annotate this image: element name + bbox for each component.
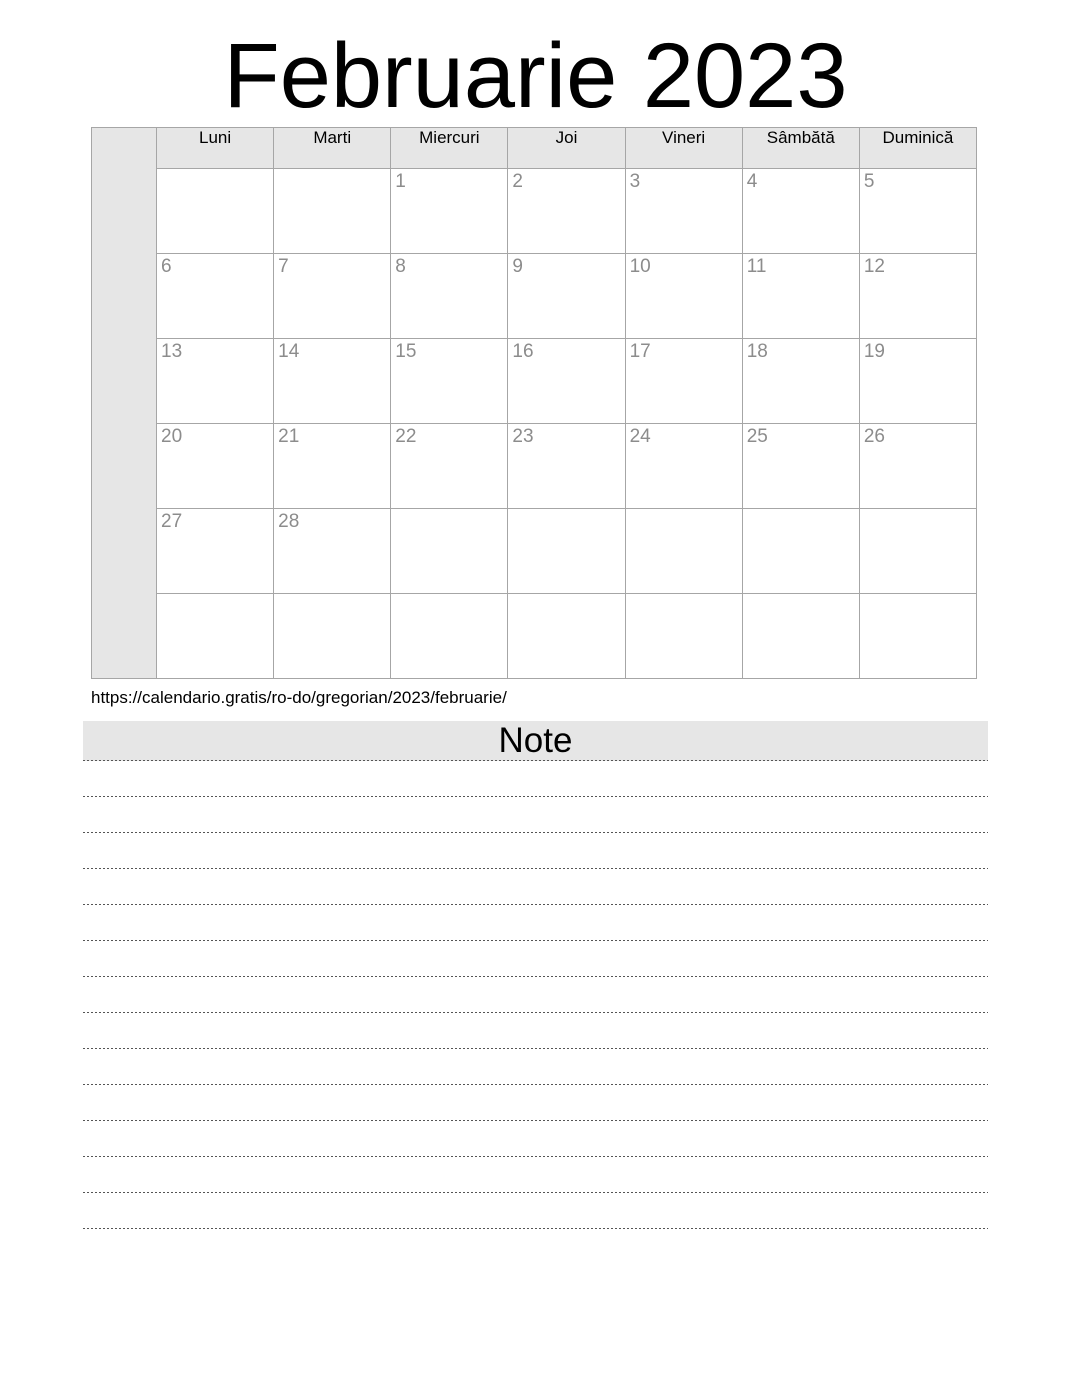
day-number: 13 (161, 341, 183, 362)
day-cell (859, 424, 976, 509)
day-number: 18 (746, 341, 768, 362)
notes-section (83, 721, 988, 1229)
calendar-week-5 (92, 509, 977, 594)
day-number (743, 594, 859, 596)
day-number: 9 (512, 256, 523, 277)
note-line (83, 833, 988, 869)
day-cell (508, 169, 625, 254)
day-cell (625, 169, 742, 254)
day-cell (742, 339, 859, 424)
day-cell (274, 339, 391, 424)
day-number: 1 (395, 171, 406, 192)
calendar-week-2 (92, 254, 977, 339)
day-number (391, 594, 507, 596)
day-number (743, 509, 859, 511)
weekday-sunday: Duminică (859, 128, 976, 169)
day-cell (508, 254, 625, 339)
day-number: 11 (746, 256, 767, 277)
day-cell (742, 509, 859, 594)
day-number: 23 (512, 426, 534, 447)
day-cell (742, 169, 859, 254)
calendar-week-6 (92, 594, 977, 679)
day-cell (625, 594, 742, 679)
weekday-saturday: Sâmbătă (742, 128, 859, 169)
note-line (83, 1121, 988, 1157)
day-number: 12 (863, 256, 885, 277)
day-cell (157, 509, 274, 594)
calendar-table (91, 127, 977, 679)
source-url-text: https://calendario.gratis/ro-do/gregorian/2023/februarie/ (91, 688, 507, 707)
day-number (391, 509, 507, 511)
day-number: 22 (395, 426, 417, 447)
day-cell (742, 254, 859, 339)
note-lines (83, 761, 988, 1229)
weekday-friday: Vineri (625, 128, 742, 169)
note-line (83, 1049, 988, 1085)
day-number: 14 (278, 341, 300, 362)
day-number: 6 (161, 256, 172, 277)
day-cell (625, 254, 742, 339)
day-cell (157, 339, 274, 424)
day-cell (274, 169, 391, 254)
day-cell (274, 594, 391, 679)
day-number (274, 169, 390, 171)
calendar-week-3 (92, 339, 977, 424)
day-cell (157, 169, 274, 254)
calendar-week-1 (92, 169, 977, 254)
note-line (83, 1157, 988, 1193)
day-number: 15 (395, 341, 417, 362)
day-number (508, 509, 624, 511)
day-cell (625, 509, 742, 594)
day-number: 8 (395, 256, 406, 277)
day-cell (508, 594, 625, 679)
day-cell (625, 339, 742, 424)
day-number (626, 594, 742, 596)
day-cell (274, 509, 391, 594)
day-cell (274, 424, 391, 509)
calendar-side-column (92, 128, 157, 679)
day-cell (391, 339, 508, 424)
day-number: 7 (278, 256, 289, 277)
day-number: 24 (629, 426, 651, 447)
weekday-monday: Luni (157, 128, 274, 169)
page-title: Februarie 2023 (223, 25, 848, 127)
day-number (157, 594, 273, 596)
day-cell (391, 169, 508, 254)
day-number: 20 (161, 426, 183, 447)
day-cell (859, 339, 976, 424)
day-cell (391, 424, 508, 509)
day-number (157, 169, 273, 171)
day-cell (508, 339, 625, 424)
day-cell (508, 424, 625, 509)
day-cell (157, 254, 274, 339)
day-cell (157, 594, 274, 679)
weekday-thursday: Joi (508, 128, 625, 169)
day-number (626, 509, 742, 511)
note-line (83, 761, 988, 797)
day-cell (859, 594, 976, 679)
calendar-container (91, 127, 977, 679)
day-cell (274, 254, 391, 339)
day-number: 19 (863, 341, 885, 362)
day-cell (625, 424, 742, 509)
day-number: 5 (863, 171, 875, 192)
note-line (83, 1085, 988, 1121)
note-line (83, 1193, 988, 1229)
day-number: 21 (278, 426, 300, 447)
day-cell (859, 169, 976, 254)
day-cell (742, 424, 859, 509)
day-number: 4 (746, 171, 758, 192)
day-number (860, 509, 976, 511)
day-number (274, 594, 390, 596)
day-number: 25 (746, 426, 768, 447)
day-cell (859, 254, 976, 339)
notes-header: Note (83, 721, 988, 761)
day-number (508, 594, 624, 596)
day-number: 28 (278, 511, 300, 532)
calendar-header-row (92, 128, 977, 169)
note-line (83, 905, 988, 941)
day-cell (742, 594, 859, 679)
note-line (83, 869, 988, 905)
day-cell (391, 594, 508, 679)
day-cell (391, 254, 508, 339)
day-cell (391, 509, 508, 594)
day-number: 3 (629, 171, 641, 192)
weekday-tuesday: Marti (274, 128, 391, 169)
day-cell (157, 424, 274, 509)
note-line (83, 977, 988, 1013)
day-number: 2 (512, 171, 523, 192)
day-number (860, 594, 976, 596)
day-number: 10 (629, 256, 651, 277)
note-line (83, 941, 988, 977)
day-cell (859, 509, 976, 594)
day-number: 16 (512, 341, 534, 362)
day-number: 27 (161, 511, 183, 532)
calendar-week-4 (92, 424, 977, 509)
note-line (83, 1013, 988, 1049)
day-number: 17 (629, 341, 651, 362)
day-cell (508, 509, 625, 594)
note-line (83, 797, 988, 833)
weekday-wednesday: Miercuri (391, 128, 508, 169)
day-number: 26 (863, 426, 885, 447)
